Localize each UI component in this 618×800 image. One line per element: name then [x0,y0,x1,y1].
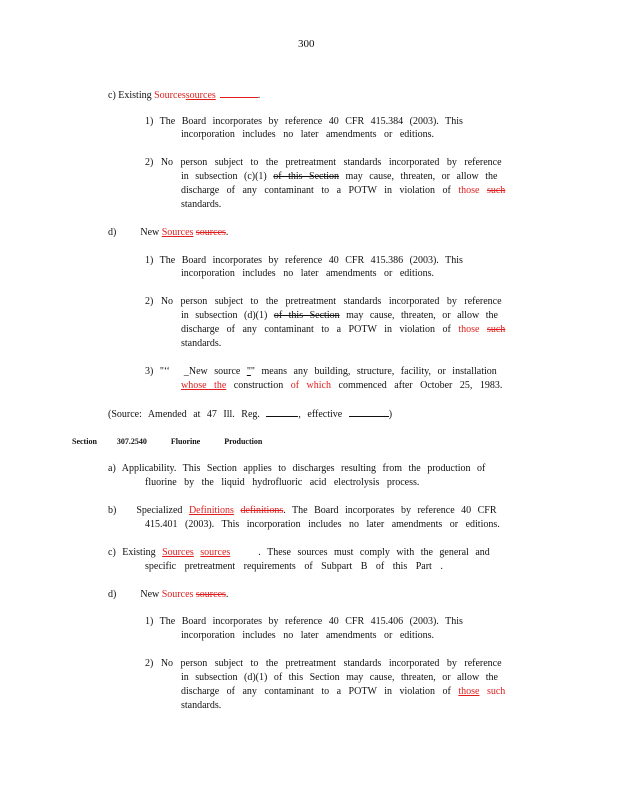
paragraph-line: 1) The Board incorporates by reference 40 CFR 415.384 (2003). This [145,116,463,127]
inserted-text: those [458,686,480,697]
deleted-text: such [486,185,506,196]
deleted-text: such [486,324,506,335]
paragraph-line: fluorine by the liquid hydrofluoric acid electrolysis process. [145,477,420,488]
section-label: Section [72,437,97,446]
heading-tail: . [257,90,261,101]
deleted-text: definitions [240,505,284,516]
paragraph-line [181,380,502,392]
deleted-text: of this Section [273,171,340,182]
new-sources-heading [108,227,228,239]
text-run: " [246,366,251,377]
paragraph-line: incorporation includes no later amendments or editions. [181,268,434,279]
inserted-text: sources [200,547,231,558]
deleted-text: of this Section [273,310,340,321]
paragraph-line: standards. [181,700,222,711]
text-run: may cause, threaten, or allow the [339,310,498,321]
page-number: 300 [298,38,315,50]
inserted-text: Sources [162,547,194,558]
source-text: (Source: Amended at 47 Ill. Reg. [108,409,267,420]
paragraph-line [181,171,497,183]
paragraph-line: standards. [181,199,222,210]
text-run: " means any building, structure, facility, or installation [250,366,497,377]
text-run: may cause, threaten, or allow the [339,171,498,182]
section-number: 307.2540 [116,437,147,446]
inserted-text: Sources [154,90,186,101]
inserted-text: those [458,185,480,196]
heading-lead: d) [108,589,117,600]
paragraph-line: 2) No person subject to the pretreatment standards incorporated by reference [145,157,502,168]
inserted-text: whose the [181,380,227,391]
text-run: in subsection (c)(1) [181,171,274,182]
heading-lead: b) [108,505,117,516]
paragraph-line: a) Applicability. This Section applies to discharges resulting from the production of [108,463,486,474]
paragraph-line [108,505,497,517]
source-note [108,407,392,421]
existing-sources-heading [108,89,260,102]
inserted-text: Sources [161,227,194,238]
heading-label: New [140,227,162,238]
paragraph-line: standards. [181,338,222,349]
text-run: discharge of any contaminant to a POTW in violation of [181,185,459,196]
text-run: . These sources must comply with the general and [258,547,490,558]
heading-label: New [140,589,162,600]
paragraph-line: 2) No person subject to the pretreatment standards incorporated by reference [145,296,502,307]
heading-tail: . [225,227,229,238]
paragraph-line: specific pretreatment requirements of Subpart B of this Part . [145,561,443,572]
paragraph-line: incorporation includes no later amendments or editions. [181,129,434,140]
paragraph-line: 1) The Board incorporates by reference 40 CFR 415.406 (2003). This [145,616,463,627]
paragraph-line [181,324,505,336]
new-sources-heading [108,589,228,601]
deleted-text: sources [195,227,226,238]
inserted-text: Definitions [188,505,234,516]
heading-lead: d) [108,227,117,238]
text-run: in subsection (d)(1) [181,310,274,321]
paragraph-line [181,686,505,698]
text-run: commenced after October 25, 1983. [331,380,503,391]
inserted-text: those [458,324,480,335]
paragraph-line: in subsection (d)(1) of this Section may cause, threaten, or allow the [181,672,498,683]
inserted-text: of which [290,380,331,391]
heading-tail: . [225,589,229,600]
blank-line [349,407,389,417]
inserted-text: sources [185,90,216,101]
paragraph-line: 415.401 (2003). This incorporation includes no later amendments or editions. [145,519,500,530]
paragraph-line [181,310,498,322]
paragraph-line [108,547,490,559]
source-text: , effective [298,409,349,420]
heading-lead: c) Existing [108,90,155,101]
heading-lead: c) Existing [108,547,163,558]
text-run: discharge of any contaminant to a POTW in violation of [181,686,459,697]
text-run: . The Board incorporates by reference 40 CFR [283,505,497,516]
source-text: ) [388,409,393,420]
section-title: Fluorine Production [170,437,263,446]
blank-line [266,407,298,417]
inserted-text: such [479,686,506,697]
section-heading [72,436,262,448]
redline-rule [220,89,258,98]
inserted-text: Sources [161,589,194,600]
heading-label: Specialized [136,505,189,516]
text-run: discharge of any contaminant to a POTW in violation of [181,324,459,335]
deleted-text: sources [195,589,226,600]
paragraph-line [145,366,497,378]
text-run: _New source [183,366,247,377]
text-run: 3) "‘‘ [145,366,170,377]
paragraph-line: incorporation includes no later amendments or editions. [181,630,434,641]
text-run: construction [226,380,291,391]
paragraph-line: 2) No person subject to the pretreatment standards incorporated by reference [145,658,502,669]
paragraph-line: 1) The Board incorporates by reference 40 CFR 415.386 (2003). This [145,255,463,266]
paragraph-line [181,185,505,197]
